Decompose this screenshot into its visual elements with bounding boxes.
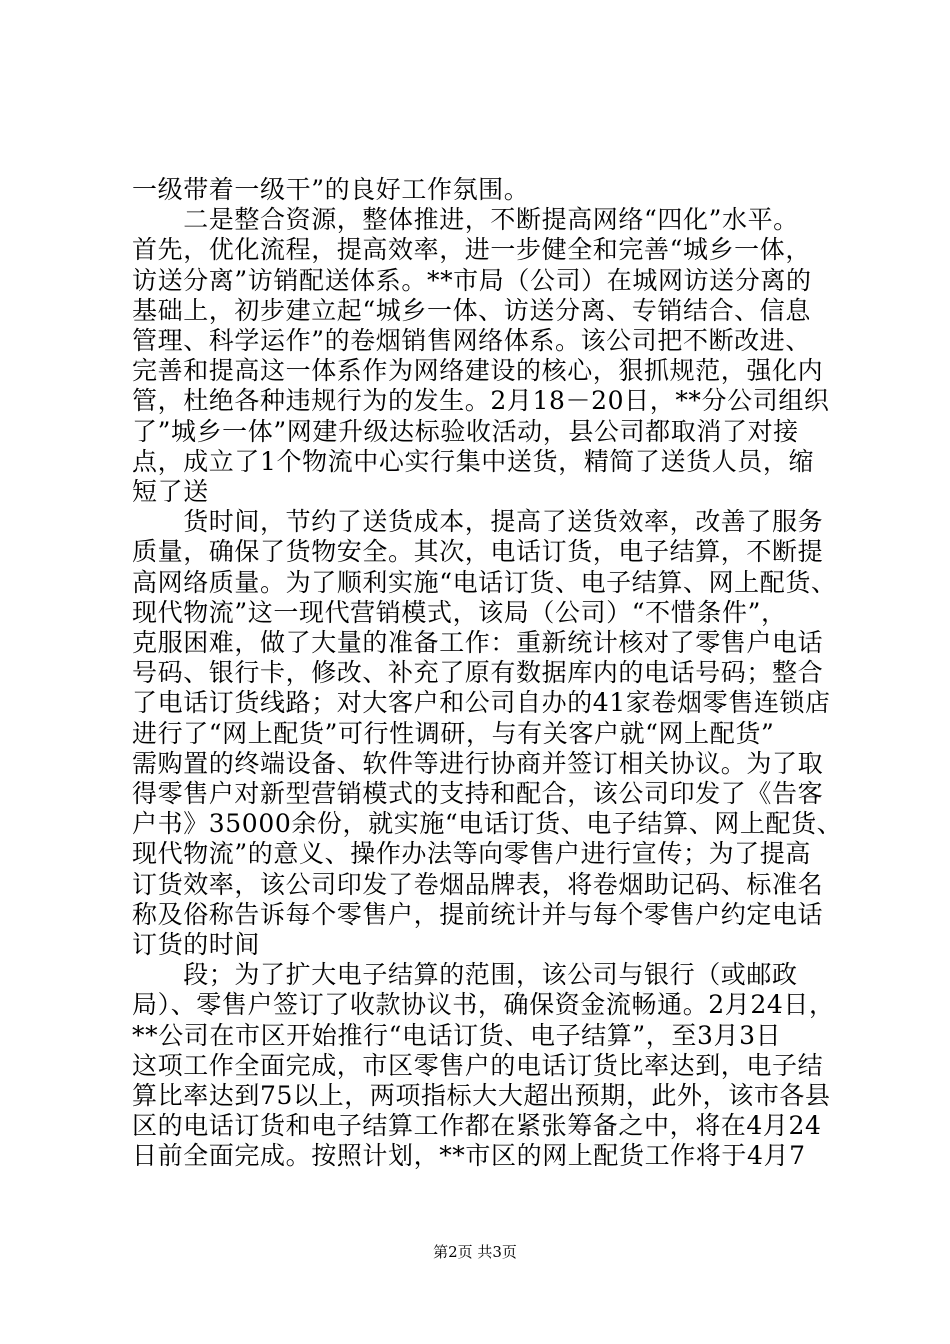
text-line: 现代物流”的意义、操作办法等向零售户进行宣传；为了提高 <box>132 839 811 869</box>
text-line: 称及俗称告诉每个零售户，提前统计并与每个零售户约定电话 <box>132 899 824 929</box>
text-line: 得零售户对新型营销模式的支持和配合，该公司印发了《告客 <box>132 779 824 808</box>
text-line: 货时间，节约了送货成本，提高了送货效率，改善了服务 <box>132 507 824 537</box>
text-line: 短了送 <box>132 477 209 506</box>
text-line: 完善和提高这一体系作为网络建设的核心，狠抓规范，强化内 <box>132 356 824 386</box>
text-line: 一级带着一级干”的良好工作氛围。 <box>132 175 530 204</box>
text-line: 算比率达到75以上，两项指标大大超出预期，此外，该市各县 <box>132 1081 831 1110</box>
text-line: 克服困难，做了大量的准备工作：重新统计核对了零售户电话 <box>132 628 824 657</box>
text-line: 区的电话订货和电子结算工作都在紧张筹备之中，将在4月24 <box>132 1111 822 1141</box>
text-line: 这项工作全面完成，市区零售户的电话订货比率达到，电子结 <box>132 1050 824 1080</box>
text-line: 首先，优化流程，提高效率，进一步健全和完善“城乡一体， <box>132 235 811 265</box>
text-line: 点，成立了1个物流中心实行集中送货，精简了送货人员，缩 <box>132 446 815 476</box>
page-footer: 第2页 共3页 <box>433 1243 517 1261</box>
text-line: 访送分离”访销配送体系。**市局（公司）在城网访送分离的 <box>132 265 812 295</box>
text-line: 管理、科学运作”的卷烟销售网络体系。该公司把不断改进、 <box>132 326 811 355</box>
text-line: 管，杜绝各种违规行为的发生。2月18－20日，**分公司组织 <box>132 386 830 416</box>
text-line: 现代物流”这一现代营销模式，该局（公司）“不惜条件”， <box>132 597 787 627</box>
text-line: 质量，确保了货物安全。其次，电话订货，电子结算，不断提 <box>132 537 824 567</box>
text-line: 局）、零售户签订了收款协议书，确保资金流畅通。2月24日， <box>132 990 835 1020</box>
text-line: 了”城乡一体”网建升级达标验收活动，县公司都取消了对接 <box>132 416 799 446</box>
text-line: 二是整合资源，整体推进，不断提高网络“四化”水平。 <box>132 205 799 235</box>
text-line: 需购置的终端设备、软件等进行协商并签订相关协议。为了取 <box>132 748 824 778</box>
text-line: 日前全面完成。按照计划，**市区的网上配货工作将于4月7 <box>132 1141 806 1171</box>
text-line: 号码、银行卡，修改、补充了原有数据库内的电话号码；整合 <box>132 658 824 688</box>
text-line: 高网络质量。为了顺利实施“电话订货、电子结算、网上配货、 <box>132 567 837 597</box>
text-line: 段；为了扩大电子结算的范围，该公司与银行（或邮政 <box>132 960 798 990</box>
text-line: **公司在市区开始推行“电话订货、电子结算”，至3月3日 <box>132 1020 782 1050</box>
text-line: 进行了“网上配货”可行性调研，与有关客户就“网上配货” <box>132 718 775 748</box>
text-line: 订货的时间 <box>132 930 261 959</box>
text-line: 户书》35000余份，就实施“电话订货、电子结算、网上配货、 <box>132 809 843 839</box>
text-line: 基础上，初步建立起“城乡一体、访送分离、专销结合、信息 <box>132 295 811 325</box>
text-line: 了电话订货线路；对大客户和公司自办的41家卷烟零售连锁店 <box>132 688 831 718</box>
text-line: 订货效率，该公司印发了卷烟品牌表，将卷烟助记码、标准名 <box>132 869 824 899</box>
